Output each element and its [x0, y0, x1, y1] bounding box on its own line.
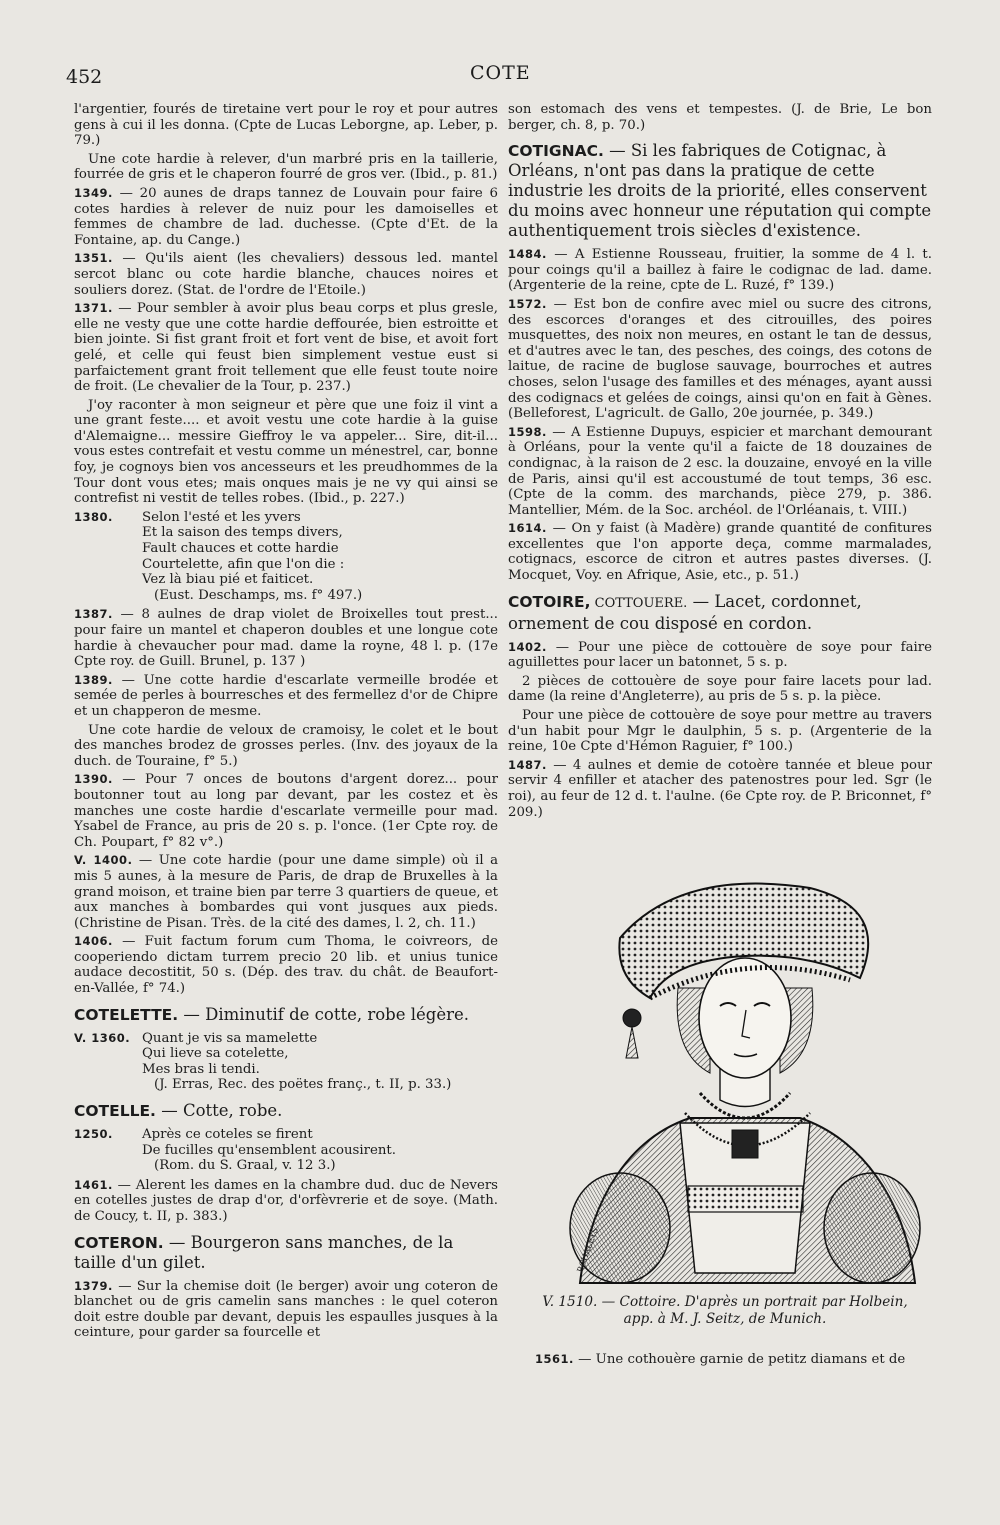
entry-number: 1461.	[74, 1177, 113, 1192]
entry-number: 1380.	[74, 509, 113, 524]
caption-line: V. 1510. — Cottoire. D'après un portrait par Holbein,	[542, 1294, 908, 1310]
portrait-engraving	[560, 868, 930, 1288]
entry-number: 1351.	[74, 251, 113, 266]
entry-number: 1379.	[74, 1278, 113, 1293]
left-column	[74, 102, 498, 1344]
verse-lines	[142, 1127, 498, 1174]
pendant	[732, 1130, 758, 1158]
running-head: COTE	[470, 62, 531, 84]
engraver-signature: P.CHALEYS	[575, 1226, 600, 1274]
entry-1400	[74, 853, 498, 931]
figure-caption	[520, 1294, 930, 1328]
paragraph: Pour une pièce de cottouère de soye pour mettre au travers d'un habit pour Mgr le daulphin, 5 s. p. (Argenterie de la reine, 10e Cpte d'Hémon Raguier, f° 100.)	[508, 708, 932, 755]
entry-text: — A Estienne Dupuys, espicier et marchant demourant à Orléans, pour la vente qu'il a faicte de 18 douzaines de condignac, à la raison de 2 esc. la douzaine, envoyé en la ville de Paris, ainsi qu'il est accoustumé de tout temps, 36 esc. (Cpte de la comm. des marchands, pièce 279, p. 386. Mantellier, Mém. de la Soc. archéol. de l'Orléanais, t. VIII.)	[508, 424, 932, 518]
headword: COTELETTE.	[74, 1005, 179, 1024]
entry-1561	[535, 1352, 935, 1367]
entry-text: — Qu'ils aient (les chevaliers) dessous led. mantel sercot blanc ou cote hardie blanche, chauces noires et souliers dorez. (Stat. de l'ordre de l'Etoile.)	[74, 251, 498, 298]
heading-cotignac	[508, 141, 932, 241]
heading-coteron	[74, 1233, 498, 1273]
entry-text: — 4 aulnes et demie de cotoère tannée et bleue pour servir 4 enfiller et atacher des patenostres pour led. Sgr (le roi), au feur de 12 d. t. l'aulne. (6e Cpte roy. de P. Briconnet, f° 209.)	[508, 757, 932, 820]
headword: COTERON.	[74, 1233, 164, 1252]
entry-number: 1387.	[74, 607, 113, 622]
entry-text: — A Estienne Rousseau, fruitier, la somme de 4 l. t. pour coings qu'il a baillez à faire le codignac de lad. dame. (Argenterie de la reine, cpte de L. Ruzé, f° 139.)	[508, 247, 932, 294]
verse-line: Quant je vis sa mamelette	[142, 1030, 318, 1046]
entry-number: 1402.	[508, 639, 547, 654]
entry-number: 1484.	[508, 247, 547, 262]
paragraph: l'argentier, fourés de tiretaine vert pour le roy et pour autres gens à cui il les donna. (Cpte de Lucas Leborgne, ap. Leber, p. 79.)	[74, 102, 498, 149]
headword: COTOIRE,	[508, 592, 591, 611]
entry-text: — 20 aunes de draps tannez de Louvain pour faire 6 cotes hardies à relever de nuiz pour les damoiselles et femmes de chambre de lad. duchesse. (Cpte d'Et. de la Fontaine, ap. du Cange.)	[74, 185, 498, 248]
entry-1572	[508, 297, 932, 422]
entry-1371	[74, 301, 498, 395]
entry-text: — Une cothouère garnie de petitz diamans et de	[573, 1352, 906, 1367]
entry-text: — On y faist (à Madère) grande quantité de confitures excellentes que l'on apporte deça, comme marmalades, cotignacs, escorce de citron et autres pastes diverses. (J. Mocquet, Voy. en Afrique, Asie, etc., p. 51.)	[508, 521, 932, 584]
entry-number: 1487.	[508, 757, 547, 772]
heading-cotelette	[74, 1005, 498, 1025]
page-number: 452	[66, 66, 103, 88]
entry-number: 1598.	[508, 424, 547, 439]
verse-line: Qui lieve sa cotelette,	[142, 1046, 289, 1062]
entry-1614	[508, 521, 932, 583]
entry-number: 1614.	[508, 521, 547, 536]
embroidered-band	[688, 1186, 803, 1212]
tassel	[626, 1027, 638, 1058]
paragraph: son estomach des vens et tempestes. (J. de Brie, Le bon berger, ch. 8, p. 70.)	[508, 102, 932, 133]
entry-number: 1250.	[74, 1127, 113, 1142]
entry-number: 1406.	[74, 934, 113, 949]
heading-cotoire	[508, 592, 932, 634]
entry-text: — Sur la chemise doit (le berger) avoir ung coteron de blanchet ou de gris camelin sans manches : le quel coteron doit estre double par devant, depuis les espaulles jusques à la ceinture, pour garder sa fourcelle et	[74, 1278, 498, 1341]
entry-number: 1349.	[74, 185, 113, 200]
headword: COTIGNAC.	[508, 142, 604, 161]
verse-1360	[74, 1031, 498, 1093]
heading-cotelle	[74, 1101, 498, 1121]
definition: — Cotte, robe.	[155, 1101, 283, 1121]
verse-line: Après ce coteles se firent	[142, 1127, 313, 1143]
verse-lines	[142, 510, 498, 604]
paragraph: Une cote hardie à relever, d'un marbré pris en la taillerie, fourrée de gris et le chaperon fourré de gros ver. (Ibid., p. 81.)	[74, 151, 498, 183]
entry-1349	[74, 186, 498, 248]
verse-source: (Rom. du S. Graal, v. 12 3.)	[154, 1158, 336, 1174]
entry-1390	[74, 772, 498, 850]
verse-source: (Eust. Deschamps, ms. f° 497.)	[154, 587, 363, 603]
entry-text: — 8 aulnes de drap violet de Broixelles tout prest... pour faire un mantel et chaperon doubles et une longue cote hardie à chevaucher pour mad. dame la royne, 48 l. p. (17e Cpte roy. de Guill. Brunel, p. 137 )	[74, 607, 498, 670]
right-sleeve	[824, 1173, 920, 1283]
verse-source: (J. Erras, Rec. des poëtes franç., t. II, p. 33.)	[154, 1077, 452, 1093]
entry-text: — Une cote hardie (pour une dame simple) où il a mis 5 aunes, à la mesure de Paris, de drap de Bruxelles à la grand moison, et traine bien par terre 3 quartiers de queue, et aux manches à bombardes qui vont jusques aux pieds. (Christine de Pisan. Très. de la cité des dames, l. 2, ch. 11.)	[74, 853, 498, 931]
entry-1487	[508, 758, 932, 820]
entry-number: V. 1400.	[74, 853, 133, 868]
verse-line: Fault chauces et cotte hardie	[142, 541, 339, 557]
entry-text: — Est bon de confire avec miel ou sucre des citrons, des escorces d'oranges et des citrouilles, des poires musquettes, des noix non meures, en ostant le tan de dessus, et d'autres avec le tan, des pesches, des coings, des cotons de laitue, de racine de buglose sauvage, bourroches et autres choses, selon l'usage des familles et des ménages, ayant aussi des codignacs et gelées de coings, ainsi qu'on en fait à Gènes. (Belleforest, L'agricult. de Gallo, 20e journée, p. 349.)	[508, 296, 932, 422]
verse-line: De fucilles qu'ensemblent acousirent.	[142, 1142, 396, 1158]
jewel	[623, 1009, 641, 1027]
headword: COTELLE.	[74, 1102, 156, 1121]
definition: — Si les fabriques de Cotignac, à Orléans, n'ont pas dans la pratique de cette industrie les droits de la priorité, elles conservent du moins avec honneur une réputation qui compte authentiquement trois siècles d'existence.	[508, 141, 932, 241]
verse-line: Mes bras li tendi.	[142, 1061, 260, 1077]
entry-1461	[74, 1178, 498, 1225]
entry-number: 1572.	[508, 296, 547, 311]
paragraph: J'oy raconter à mon seigneur et père que une foiz il vint a une grant feste.... et avoit vestu une cote hardie à la guise d'Alemaigne... messire Gieffroy le va appeler... Sire, dit-il... vous estes contrefait et vestu comme un ménestrel, car, bonne foy, je cognoys bien vos ancesseurs et les preudhommes de la Tour dont vous etes; mais onques mais je ne vy qui ainsi se contrefist ni vestit de telles robes. (Ibid., p. 227.)	[74, 397, 498, 507]
verse-line: Selon l'esté et les yvers	[142, 509, 301, 525]
entry-text: — Pour une pièce de cottouère de soye pour faire aguillettes pour lacer un batonnet, 5 s. p.	[508, 639, 932, 671]
paragraph: Une cote hardie de veloux de cramoisy, le colet et le bout des manches brodez de grosses perles. (Inv. des joyaux de la duch. de Touraine, f° 5.)	[74, 722, 498, 769]
verse-1380	[74, 510, 498, 604]
entry-1402	[508, 640, 932, 671]
headword-variant: COTTOUERE.	[590, 595, 688, 611]
entry-number: V. 1360.	[74, 1030, 131, 1045]
caption-line: app. à M. J. Seitz, de Munich.	[623, 1311, 827, 1327]
verse-line: Vez là biau pié et faiticet.	[142, 572, 314, 588]
entry-1406	[74, 934, 498, 996]
entry-number: 1390.	[74, 772, 113, 787]
right-column	[508, 102, 932, 823]
entry-1484	[508, 247, 932, 294]
entry-text: — Fuit factum forum cum Thoma, le coivreors, de cooperiendo dictam turrem precio 20 lib. et unius tunice audace decostitit, 50 s. (Dép. des trav. du chât. de Beaufort-en-Vallée, f° 74.)	[74, 934, 498, 997]
paragraph: 2 pièces de cottouère de soye pour faire lacets pour lad. dame (la reine d'Angleterre), au pris de 5 s. p. la pièce.	[508, 673, 932, 705]
entry-number: 1561.	[535, 1352, 574, 1366]
definition: — Lacet, cordonnet, ornement de cou disposé en cordon.	[508, 591, 862, 633]
entry-number: 1371.	[74, 301, 113, 316]
entry-text: — Pour 7 onces de boutons d'argent dorez... pour boutonner tout au long par devant, par les costez et ès manches une coste hardie d'escarlate vermeille pour mad. Ysabel de France, au pris de 20 s. p. l'once. (1er Cpte roy. de Ch. Poupart, f° 82 v°.)	[74, 772, 498, 850]
entry-text: — Alerent les dames en la chambre dud. duc de Nevers en cotelles justes de drap d'or, d'orfèvrerie et de soye. (Math. de Coucy, t. II, p. 383.)	[74, 1177, 498, 1224]
entry-1351	[74, 251, 498, 298]
entry-text: — Pour sembler à avoir plus beau corps et plus gresle, elle ne vesty que une cotte hardie deffourée, bien estroitte et bien jointe. Si fist grant froit et fort vent de bise, et avoit fort gelé, et celle qui feust bien simplement vestue eust si parfaictement grant froit tellement que elle feust toute noire de froit. (Le chevalier de la Tour, p. 237.)	[74, 301, 498, 395]
verse-line: Courtelette, afin que l'on die :	[142, 556, 345, 572]
verse-1250	[74, 1127, 498, 1174]
entry-1598	[508, 425, 932, 519]
verse-lines	[142, 1031, 498, 1093]
definition: — Bourgeron sans manches, de la taille d'un gilet.	[74, 1232, 454, 1272]
definition: — Diminutif de cotte, robe légère.	[178, 1004, 470, 1024]
entry-1387	[74, 607, 498, 669]
verse-line: Et la saison des temps divers,	[142, 525, 343, 541]
entry-text: — Une cotte hardie d'escarlate vermeille brodée et semée de perles à bourresches et des fermellez d'or de Chipre et un chapperon de mesme.	[74, 672, 498, 719]
entry-number: 1389.	[74, 672, 113, 687]
entry-1379	[74, 1279, 498, 1341]
entry-1389	[74, 673, 498, 720]
